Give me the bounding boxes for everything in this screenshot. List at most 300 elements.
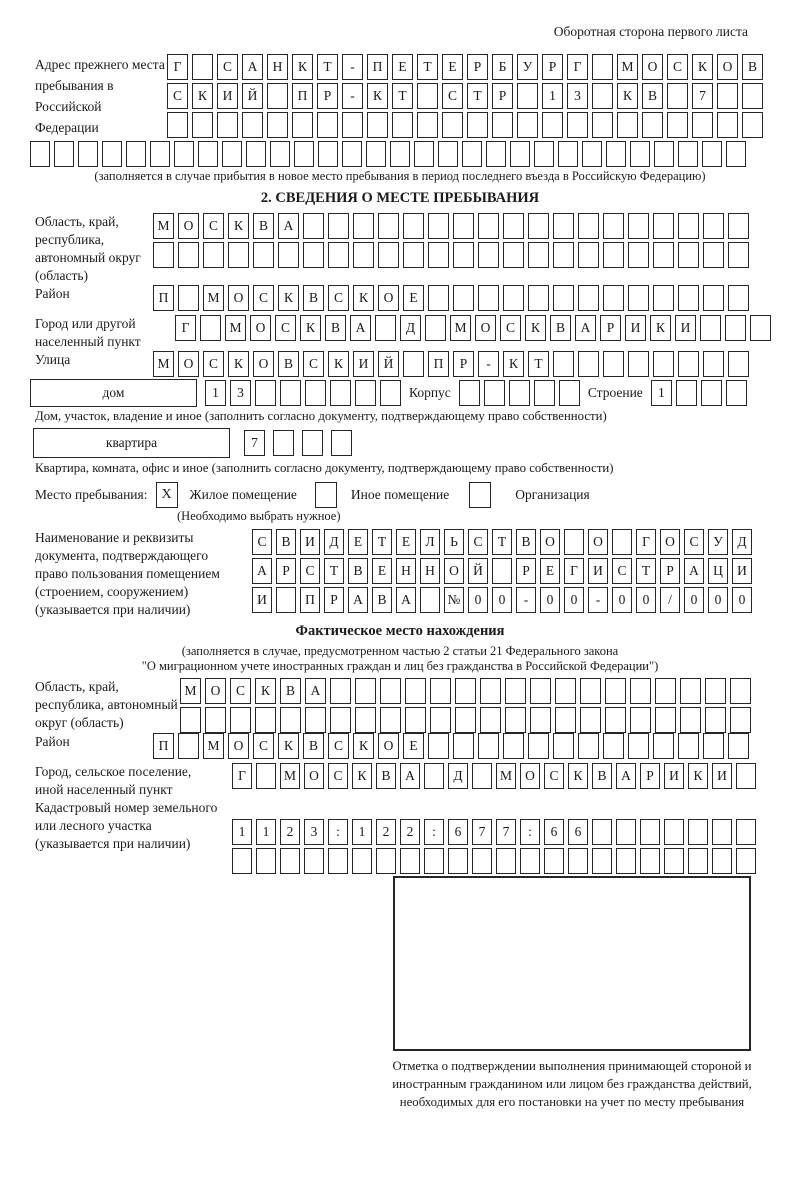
char-cell[interactable]	[256, 848, 276, 874]
char-cell[interactable]: О	[520, 763, 540, 789]
char-cell[interactable]	[703, 733, 724, 759]
char-cell[interactable]: 0	[468, 587, 488, 613]
char-cell[interactable]	[701, 380, 722, 406]
char-cell[interactable]: И	[353, 351, 374, 377]
char-cell[interactable]: П	[428, 351, 449, 377]
char-cell[interactable]: Е	[348, 529, 368, 555]
char-cell[interactable]	[167, 112, 188, 138]
char-cell[interactable]: С	[612, 558, 632, 584]
char-cell[interactable]	[428, 285, 449, 311]
char-cell[interactable]	[617, 112, 638, 138]
char-cell[interactable]: С	[217, 54, 238, 80]
char-cell[interactable]: Е	[540, 558, 560, 584]
char-cell[interactable]	[736, 763, 756, 789]
char-cell[interactable]: Г	[232, 763, 252, 789]
char-cell[interactable]	[253, 242, 274, 268]
char-cell[interactable]: 0	[684, 587, 704, 613]
char-cell[interactable]: Д	[732, 529, 752, 555]
char-cell[interactable]	[330, 707, 351, 733]
char-cell[interactable]: О	[540, 529, 560, 555]
char-cell[interactable]: 0	[732, 587, 752, 613]
char-cell[interactable]: В	[642, 83, 663, 109]
char-cell[interactable]	[630, 678, 651, 704]
char-cell[interactable]: 0	[564, 587, 584, 613]
char-cell[interactable]	[640, 848, 660, 874]
char-cell[interactable]: И	[625, 315, 646, 341]
char-cell[interactable]: К	[692, 54, 713, 80]
char-cell[interactable]	[375, 315, 396, 341]
char-cell[interactable]: К	[292, 54, 313, 80]
char-cell[interactable]	[553, 733, 574, 759]
char-cell[interactable]	[150, 141, 170, 167]
char-cell[interactable]: У	[708, 529, 728, 555]
char-cell[interactable]	[484, 380, 505, 406]
char-cell[interactable]: А	[396, 587, 416, 613]
char-cell[interactable]: К	[228, 351, 249, 377]
char-cell[interactable]: Р	[542, 54, 563, 80]
char-cell[interactable]	[425, 315, 446, 341]
char-cell[interactable]: С	[203, 351, 224, 377]
char-cell[interactable]: 1	[651, 380, 672, 406]
char-cell[interactable]	[78, 141, 98, 167]
char-cell[interactable]: 2	[400, 819, 420, 845]
char-cell[interactable]: 3	[567, 83, 588, 109]
char-cell[interactable]: 0	[708, 587, 728, 613]
char-cell[interactable]	[692, 112, 713, 138]
char-cell[interactable]	[653, 213, 674, 239]
char-cell[interactable]	[700, 315, 721, 341]
char-cell[interactable]: О	[717, 54, 738, 80]
char-cell[interactable]: О	[444, 558, 464, 584]
char-cell[interactable]: П	[367, 54, 388, 80]
char-cell[interactable]	[616, 819, 636, 845]
char-cell[interactable]: Г	[175, 315, 196, 341]
char-cell[interactable]	[712, 819, 732, 845]
char-cell[interactable]: Е	[396, 529, 416, 555]
char-cell[interactable]	[192, 54, 213, 80]
char-cell[interactable]	[280, 848, 300, 874]
char-cell[interactable]: И	[664, 763, 684, 789]
char-cell[interactable]	[453, 733, 474, 759]
char-cell[interactable]: /	[660, 587, 680, 613]
char-cell[interactable]	[455, 707, 476, 733]
char-cell[interactable]	[503, 242, 524, 268]
char-cell[interactable]	[430, 678, 451, 704]
char-cell[interactable]	[528, 213, 549, 239]
char-cell[interactable]: С	[544, 763, 564, 789]
char-cell[interactable]	[478, 242, 499, 268]
char-cell[interactable]	[366, 141, 386, 167]
char-cell[interactable]	[580, 707, 601, 733]
char-cell[interactable]: К	[525, 315, 546, 341]
char-cell[interactable]	[255, 380, 276, 406]
char-cell[interactable]: Г	[564, 558, 584, 584]
char-cell[interactable]	[267, 83, 288, 109]
char-cell[interactable]: Р	[467, 54, 488, 80]
char-cell[interactable]: В	[550, 315, 571, 341]
char-cell[interactable]: С	[167, 83, 188, 109]
char-cell[interactable]	[222, 141, 242, 167]
char-cell[interactable]	[616, 848, 636, 874]
char-cell[interactable]	[424, 848, 444, 874]
char-cell[interactable]	[414, 141, 434, 167]
char-cell[interactable]: Е	[442, 54, 463, 80]
char-cell[interactable]	[328, 848, 348, 874]
char-cell[interactable]	[342, 141, 362, 167]
char-cell[interactable]	[730, 707, 751, 733]
char-cell[interactable]	[667, 112, 688, 138]
char-cell[interactable]: С	[230, 678, 251, 704]
char-cell[interactable]	[568, 848, 588, 874]
char-cell[interactable]	[542, 112, 563, 138]
char-cell[interactable]: О	[378, 733, 399, 759]
char-cell[interactable]	[680, 678, 701, 704]
char-cell[interactable]	[420, 587, 440, 613]
char-cell[interactable]	[424, 763, 444, 789]
char-cell[interactable]	[428, 733, 449, 759]
char-cell[interactable]	[198, 141, 218, 167]
char-cell[interactable]: М	[496, 763, 516, 789]
char-cell[interactable]: С	[667, 54, 688, 80]
char-cell[interactable]	[472, 763, 492, 789]
char-cell[interactable]: Т	[417, 54, 438, 80]
char-cell[interactable]: С	[328, 763, 348, 789]
char-cell[interactable]: Г	[567, 54, 588, 80]
char-cell[interactable]	[655, 678, 676, 704]
char-cell[interactable]: 0	[612, 587, 632, 613]
char-cell[interactable]: В	[276, 529, 296, 555]
char-cell[interactable]	[578, 733, 599, 759]
char-cell[interactable]: А	[252, 558, 272, 584]
char-cell[interactable]	[603, 351, 624, 377]
char-cell[interactable]	[742, 112, 763, 138]
char-cell[interactable]	[378, 213, 399, 239]
char-cell[interactable]	[517, 83, 538, 109]
char-cell[interactable]: К	[503, 351, 524, 377]
char-cell[interactable]	[559, 380, 580, 406]
char-cell[interactable]	[205, 707, 226, 733]
char-cell[interactable]: Т	[636, 558, 656, 584]
char-cell[interactable]	[492, 558, 512, 584]
char-cell[interactable]: О	[475, 315, 496, 341]
char-cell[interactable]: С	[468, 529, 488, 555]
char-cell[interactable]: 1	[352, 819, 372, 845]
char-cell[interactable]	[331, 430, 352, 456]
char-cell[interactable]	[355, 380, 376, 406]
char-cell[interactable]	[528, 733, 549, 759]
char-cell[interactable]: П	[153, 285, 174, 311]
char-cell[interactable]: Р	[640, 763, 660, 789]
char-cell[interactable]: Е	[372, 558, 392, 584]
char-cell[interactable]: О	[228, 733, 249, 759]
char-cell[interactable]: А	[684, 558, 704, 584]
char-cell[interactable]	[728, 351, 749, 377]
char-cell[interactable]	[376, 848, 396, 874]
char-cell[interactable]: И	[732, 558, 752, 584]
char-cell[interactable]	[503, 213, 524, 239]
char-cell[interactable]: К	[367, 83, 388, 109]
char-cell[interactable]: Н	[420, 558, 440, 584]
char-cell[interactable]: С	[500, 315, 521, 341]
char-cell[interactable]	[417, 112, 438, 138]
char-cell[interactable]	[555, 678, 576, 704]
char-cell[interactable]	[294, 141, 314, 167]
char-cell[interactable]	[630, 707, 651, 733]
char-cell[interactable]: И	[588, 558, 608, 584]
char-cell[interactable]: Г	[167, 54, 188, 80]
char-cell[interactable]	[592, 848, 612, 874]
char-cell[interactable]	[405, 678, 426, 704]
char-cell[interactable]: Т	[492, 529, 512, 555]
char-cell[interactable]	[654, 141, 674, 167]
char-cell[interactable]	[592, 83, 613, 109]
char-cell[interactable]	[492, 112, 513, 138]
char-cell[interactable]	[678, 351, 699, 377]
char-cell[interactable]: К	[353, 285, 374, 311]
char-cell[interactable]: П	[292, 83, 313, 109]
char-cell[interactable]	[276, 587, 296, 613]
char-cell[interactable]: В	[325, 315, 346, 341]
char-cell[interactable]: 3	[304, 819, 324, 845]
char-cell[interactable]	[592, 112, 613, 138]
char-cell[interactable]	[178, 733, 199, 759]
char-cell[interactable]	[462, 141, 482, 167]
char-cell[interactable]	[503, 733, 524, 759]
char-cell[interactable]: И	[712, 763, 732, 789]
char-cell[interactable]	[305, 707, 326, 733]
char-cell[interactable]: К	[617, 83, 638, 109]
char-cell[interactable]	[628, 285, 649, 311]
char-cell[interactable]: А	[575, 315, 596, 341]
char-cell[interactable]	[303, 242, 324, 268]
char-cell[interactable]: С	[275, 315, 296, 341]
char-cell[interactable]: К	[568, 763, 588, 789]
char-cell[interactable]	[728, 733, 749, 759]
char-cell[interactable]	[603, 213, 624, 239]
char-cell[interactable]: О	[378, 285, 399, 311]
char-cell[interactable]: М	[225, 315, 246, 341]
char-cell[interactable]	[688, 848, 708, 874]
char-cell[interactable]	[503, 285, 524, 311]
char-cell[interactable]	[200, 315, 221, 341]
char-cell[interactable]: Ц	[708, 558, 728, 584]
char-cell[interactable]	[567, 112, 588, 138]
char-cell[interactable]	[605, 678, 626, 704]
char-cell[interactable]	[405, 707, 426, 733]
char-cell[interactable]	[678, 213, 699, 239]
char-cell[interactable]	[630, 141, 650, 167]
char-cell[interactable]: С	[252, 529, 272, 555]
char-cell[interactable]	[509, 380, 530, 406]
char-cell[interactable]	[180, 707, 201, 733]
char-cell[interactable]	[430, 707, 451, 733]
char-cell[interactable]: О	[178, 351, 199, 377]
char-cell[interactable]	[564, 529, 584, 555]
char-cell[interactable]	[242, 112, 263, 138]
char-cell[interactable]: П	[153, 733, 174, 759]
char-cell[interactable]: Т	[392, 83, 413, 109]
char-cell[interactable]: Р	[660, 558, 680, 584]
char-cell[interactable]: В	[516, 529, 536, 555]
char-cell[interactable]	[486, 141, 506, 167]
char-cell[interactable]	[653, 351, 674, 377]
char-cell[interactable]	[317, 112, 338, 138]
char-cell[interactable]: Й	[378, 351, 399, 377]
char-cell[interactable]: В	[592, 763, 612, 789]
char-cell[interactable]	[390, 141, 410, 167]
char-cell[interactable]: В	[303, 733, 324, 759]
char-cell[interactable]	[380, 678, 401, 704]
char-cell[interactable]	[534, 141, 554, 167]
char-cell[interactable]: И	[300, 529, 320, 555]
char-cell[interactable]: Т	[528, 351, 549, 377]
char-cell[interactable]	[628, 213, 649, 239]
char-cell[interactable]: А	[242, 54, 263, 80]
char-cell[interactable]	[174, 141, 194, 167]
char-cell[interactable]	[582, 141, 602, 167]
char-cell[interactable]: Р	[276, 558, 296, 584]
char-cell[interactable]	[230, 707, 251, 733]
char-cell[interactable]: О	[304, 763, 324, 789]
char-cell[interactable]: О	[642, 54, 663, 80]
char-cell[interactable]	[612, 529, 632, 555]
char-cell[interactable]: 1	[256, 819, 276, 845]
char-cell[interactable]: К	[688, 763, 708, 789]
char-cell[interactable]	[553, 213, 574, 239]
char-cell[interactable]: К	[228, 213, 249, 239]
char-cell[interactable]	[380, 380, 401, 406]
char-cell[interactable]: О	[250, 315, 271, 341]
char-cell[interactable]	[304, 848, 324, 874]
char-cell[interactable]: О	[205, 678, 226, 704]
char-cell[interactable]	[530, 678, 551, 704]
char-cell[interactable]: Т	[372, 529, 392, 555]
char-cell[interactable]	[378, 242, 399, 268]
char-cell[interactable]: Г	[636, 529, 656, 555]
char-cell[interactable]	[400, 848, 420, 874]
char-cell[interactable]	[702, 141, 722, 167]
char-cell[interactable]: И	[217, 83, 238, 109]
char-cell[interactable]: М	[203, 733, 224, 759]
char-cell[interactable]	[367, 112, 388, 138]
char-cell[interactable]: М	[617, 54, 638, 80]
char-cell[interactable]	[703, 285, 724, 311]
char-cell[interactable]: Р	[324, 587, 344, 613]
char-cell[interactable]: С	[684, 529, 704, 555]
char-cell[interactable]	[528, 242, 549, 268]
char-cell[interactable]: М	[153, 213, 174, 239]
char-cell[interactable]: С	[328, 733, 349, 759]
char-cell[interactable]	[603, 733, 624, 759]
char-cell[interactable]	[676, 380, 697, 406]
char-cell[interactable]: Л	[420, 529, 440, 555]
char-cell[interactable]: Д	[400, 315, 421, 341]
char-cell[interactable]: А	[278, 213, 299, 239]
char-cell[interactable]	[725, 315, 746, 341]
char-cell[interactable]	[153, 242, 174, 268]
char-cell[interactable]	[712, 848, 732, 874]
char-cell[interactable]: О	[253, 351, 274, 377]
char-cell[interactable]	[192, 112, 213, 138]
char-cell[interactable]	[726, 141, 746, 167]
char-cell[interactable]	[628, 733, 649, 759]
char-cell[interactable]	[640, 819, 660, 845]
char-cell[interactable]	[455, 678, 476, 704]
char-cell[interactable]: В	[372, 587, 392, 613]
char-cell[interactable]: Н	[267, 54, 288, 80]
char-cell[interactable]	[528, 285, 549, 311]
char-cell[interactable]: А	[348, 587, 368, 613]
char-cell[interactable]	[246, 141, 266, 167]
char-cell[interactable]: В	[348, 558, 368, 584]
char-cell[interactable]: 6	[568, 819, 588, 845]
char-cell[interactable]	[730, 678, 751, 704]
char-cell[interactable]	[688, 819, 708, 845]
char-cell[interactable]: О	[178, 213, 199, 239]
char-cell[interactable]	[728, 213, 749, 239]
char-cell[interactable]: К	[278, 285, 299, 311]
char-cell[interactable]	[342, 112, 363, 138]
char-cell[interactable]: Т	[317, 54, 338, 80]
char-cell[interactable]	[653, 733, 674, 759]
char-cell[interactable]: -	[516, 587, 536, 613]
char-cell[interactable]	[228, 242, 249, 268]
char-cell[interactable]	[580, 678, 601, 704]
char-cell[interactable]	[530, 707, 551, 733]
char-cell[interactable]: Е	[403, 285, 424, 311]
char-cell[interactable]	[270, 141, 290, 167]
char-cell[interactable]	[438, 141, 458, 167]
char-cell[interactable]: К	[192, 83, 213, 109]
char-cell[interactable]	[453, 242, 474, 268]
char-cell[interactable]	[605, 707, 626, 733]
char-cell[interactable]: 7	[692, 83, 713, 109]
char-cell[interactable]: 2	[376, 819, 396, 845]
char-cell[interactable]	[555, 707, 576, 733]
char-cell[interactable]	[717, 83, 738, 109]
char-cell[interactable]	[392, 112, 413, 138]
char-cell[interactable]: К	[255, 678, 276, 704]
char-cell[interactable]	[628, 242, 649, 268]
char-cell[interactable]	[664, 848, 684, 874]
char-cell[interactable]: :	[424, 819, 444, 845]
char-cell[interactable]	[478, 285, 499, 311]
char-cell[interactable]	[655, 707, 676, 733]
char-cell[interactable]	[603, 242, 624, 268]
char-cell[interactable]: В	[742, 54, 763, 80]
char-cell[interactable]	[203, 242, 224, 268]
char-cell[interactable]	[328, 242, 349, 268]
char-cell[interactable]	[353, 213, 374, 239]
char-cell[interactable]	[678, 285, 699, 311]
char-cell[interactable]	[403, 213, 424, 239]
char-cell[interactable]	[667, 83, 688, 109]
char-cell[interactable]	[305, 380, 326, 406]
char-cell[interactable]: С	[328, 285, 349, 311]
char-cell[interactable]: Р	[453, 351, 474, 377]
char-cell[interactable]: :	[520, 819, 540, 845]
char-cell[interactable]: -	[478, 351, 499, 377]
char-cell[interactable]: Т	[467, 83, 488, 109]
char-cell[interactable]	[520, 848, 540, 874]
char-cell[interactable]	[232, 848, 252, 874]
char-cell[interactable]	[505, 678, 526, 704]
char-cell[interactable]	[544, 848, 564, 874]
char-cell[interactable]	[256, 763, 276, 789]
char-cell[interactable]: С	[303, 351, 324, 377]
char-cell[interactable]	[453, 213, 474, 239]
char-cell[interactable]: М	[153, 351, 174, 377]
